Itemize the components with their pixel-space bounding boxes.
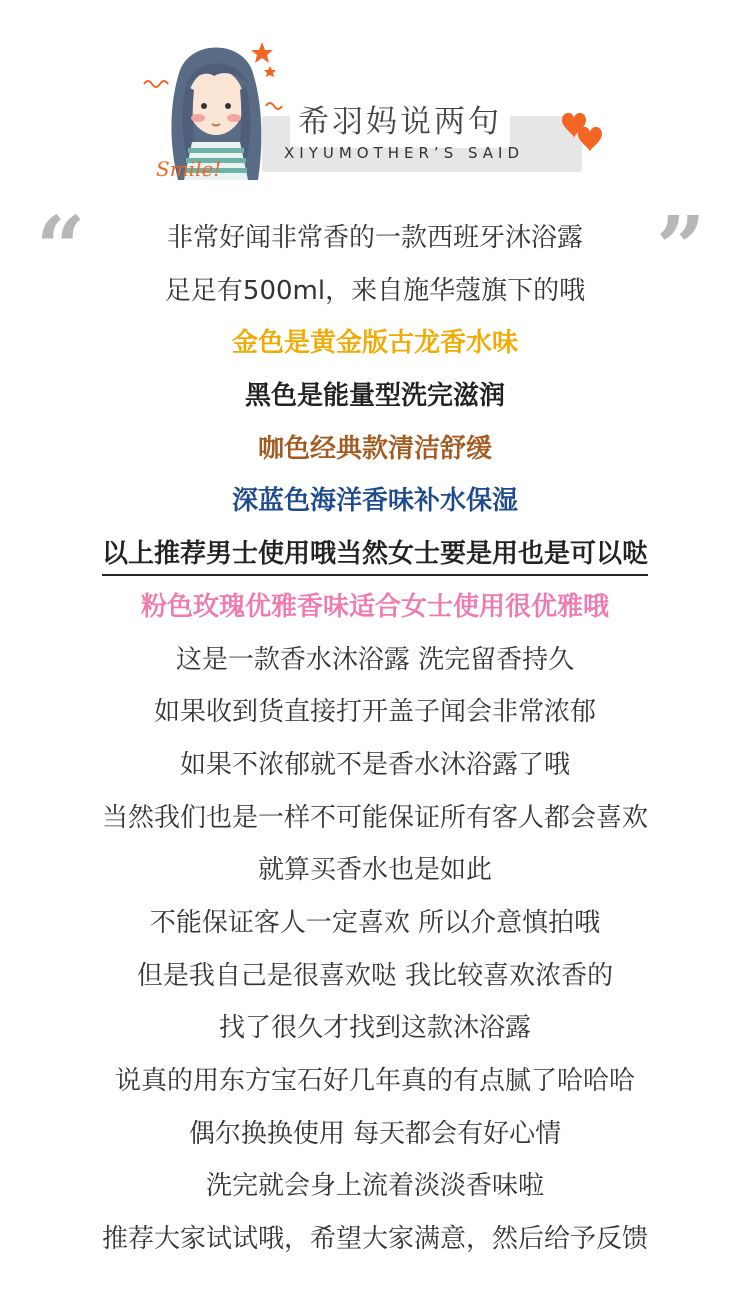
text-line-pink: 粉色玫瑰优雅香味适合女士使用很优雅哦 bbox=[140, 591, 609, 622]
header bbox=[0, 0, 750, 200]
text-line-underlined: 以上推荐男士使用哦当然女士要是用也是可以哒 bbox=[0, 528, 750, 581]
text-line-1: 非常好闻非常香的一款西班牙沐浴露 bbox=[166, 223, 583, 253]
open-quote-icon: “ bbox=[36, 198, 86, 299]
text-line-17: 说真的用东方宝石好几年真的有点腻了哈哈哈 bbox=[114, 1066, 635, 1096]
double-heart-icon bbox=[548, 98, 608, 158]
header-title: 希羽妈说两句 bbox=[290, 96, 510, 148]
text-line-blue: 深蓝色海洋香味补水保湿 bbox=[231, 486, 518, 517]
text-line-13: 就算买香水也是如此 bbox=[257, 855, 492, 886]
text-line-14: 不能保证客人一定喜欢 所以介意慎拍哦 bbox=[149, 907, 601, 938]
text-line-brown: 咖色经典款清洁舒缓 bbox=[257, 433, 492, 464]
text-line-19: 洗完就会身上流着淡淡香味啦 bbox=[205, 1171, 544, 1202]
text-line-2: 足足有500ml，来自施华蔻旗下的哦 bbox=[164, 275, 586, 306]
text-line-9: 这是一款香水沐浴露 洗完留香持久 bbox=[175, 644, 575, 675]
header-subtitle: XIYUMOTHER’S SAID bbox=[284, 144, 525, 162]
svg-text:Smile!: Smile! bbox=[156, 157, 222, 181]
text-line-20: 推荐大家试试哦，希望大家满意，然后给予反馈 bbox=[101, 1224, 648, 1255]
text-line-15: 但是我自己是很喜欢哒 我比较喜欢浓香的 bbox=[136, 960, 614, 991]
text-line-12: 当然我们也是一样不可能保证所有客人都会喜欢 bbox=[101, 802, 648, 833]
text-line-11: 如果不浓郁就不是香水沐浴露了哦 bbox=[179, 749, 570, 780]
close-quote-icon: ” bbox=[656, 198, 706, 299]
text-line-16: 找了很久才找到这款沐浴露 bbox=[218, 1013, 531, 1044]
text-line-10: 如果收到货直接打开盖子闻会非常浓郁 bbox=[153, 697, 596, 728]
text-line-gold: 金色是黄金版古龙香水味 bbox=[231, 328, 518, 359]
text-line-black: 黑色是能量型洗完滋润 bbox=[244, 381, 505, 412]
header-banner bbox=[262, 96, 582, 172]
description-lines bbox=[0, 212, 750, 1266]
text-line-18: 偶尔换换使用 每天都会有好心情 bbox=[188, 1118, 562, 1149]
